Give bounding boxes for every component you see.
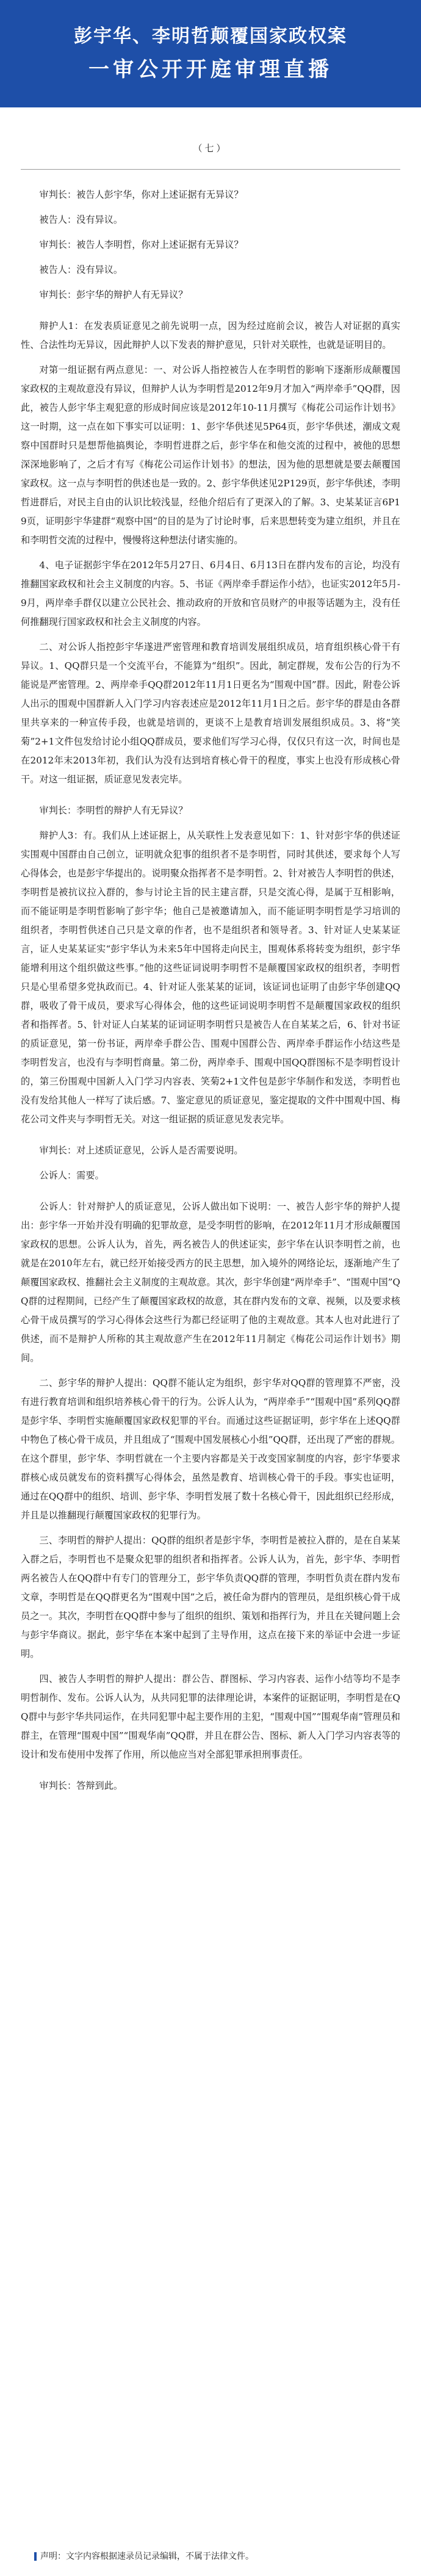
transcript-paragraph: 4、电子证据彭宇华在2012年5月27日、6月4日、6月13日在群内发布的言论，均没有推翻国家政权和社会主义制度的内容。5、书证《两岸牵手群运作小结》，也证实2012年5月-9月，两岸牵手群仅以建立公民社会、推动政府的开放和官员财产的申报等话题为主，没有任何推翻现行国家政权和社会主义制度的内容。: [21, 560, 400, 627]
section-number: （七）: [193, 143, 228, 154]
transcript-paragraph: 对第一组证据有两点意见：一、对公诉人指控被告人在李明哲的影响下逐渐形成颠覆国家政权的主观故意没有异议，但辩护人认为李明哲是2012年9月才加入“两岸牵手”QQ群，因此，被告人彭宇华主观犯意的形成时间应该是2012年10-11月撰写《梅花公司运作计划书》这一时期，这一点在如下事实可以证明：1、彭宇华供述见5P64页，彭宇华供述，潮成文观察中国群时只是想帮他搞舆论，李明哲进群之后，彭宇华在和他交流的过程中，被他的思想深深地影响了，之后才有写《梅花公司运作计划书》的想法，因为他的思想就是要去颠覆国家政权。这一点与李明哲的供述也是一致的。2、彭宇华供述见2P129页，彭宇华供述，李明哲进群后，对民主自由的认识比较浅显，经他介绍后有了更深入的了解。3、史某某证言6P19页，证明彭宇华建群“观察中国”的目的是为了讨论时事，后来思想转变为建立组织，并且在和李明哲交流的过程中，慢慢将这种想法付诸实施的。: [21, 364, 400, 546]
transcript-paragraph: 三、李明哲的辩护人提出：QQ群的组织者是彭宇华，李明哲是被拉入群的，是在自某某入群之后，李明哲也不是聚众犯罪的组织者和指挥者。公诉人认为，首先，彭宇华、李明哲两名被告人在QQ群中有专门的管理分工，彭宇华负责QQ群的管理，李明哲负责在群内发布文章，李明哲是在QQ群更名为“围观中国”之后，被任命为群内的管理员，是组织核心骨干成员之一。其次，李明哲在QQ群中参与了组织的组织、策划和指挥行为，并且在关键问题上会与彭宇华商议。据此，彭宇华在本案中起到了主导作用，这点在接下来的举证中会进一步证明。: [21, 1535, 400, 1659]
header-banner: [0, 0, 421, 107]
transcript-paragraph: 辩护人1：在发表质证意见之前先说明一点，因为经过庭前会议，被告人对证据的真实性、合法性均无异议，因此辩护人以下发表的辩护意见，只针对关联性，也就是证明目的。: [21, 320, 400, 350]
disclaimer: [34, 2550, 387, 2562]
transcript-paragraph: 公诉人：针对辩护人的质证意见，公诉人做出如下说明：一、被告人彭宇华的辩护人提出：彭宇华一开始并没有明确的犯罪故意，是受李明哲的影响，在2012年11月才形成颠覆国家政权的思想。公诉人认为，首先，两名被告人的供述证实，彭宇华在认识李明哲之前，也就是在2010年左右，就已经开始接受西方的民主思想，加入境外的网络论坛，逐渐地产生了颠覆国家政权、推翻社会主义制度的主观故意。其次，彭宇华创建“两岸牵手”、“围观中国”QQ群的过程期间，已经产生了颠覆国家政权的故意，其在群内发布的文章、视频，以及要求核心骨干成员撰写的学习心得体会这些行为都已经证明了他的主观故意。其本人也对此进行了供述，而不是辩护人所称的其主观故意产生在2012年11月制定《梅花公司运作计划书》期间。: [21, 1201, 400, 1363]
transcript-paragraph: 审判长：被告人彭宇华，你对上述证据有无异议？: [39, 189, 243, 200]
transcript-paragraph: 审判长：李明哲的辩护人有无异议？: [39, 805, 188, 816]
transcript-paragraph: 辩护人3：有。我们从上述证据上，从关联性上发表意见如下：1、针对彭宇华的供述证实围观中国群由自己创立，证明就众犯事的组织者不是李明哲，同时其供述，要求每个人写心得体会，也是彭宇华提出的。说明聚众指挥者不是李明哲。2、针对被告人李明哲的供述，李明哲是被抗议拉入群的，参与讨论主旨的民主建言群，只是交流心得，是属于互相影响，而不能证明是李明哲影响了彭宇华；他自己是被邀请加入，而不能证明李明哲是学习培训的组织者，李明哲供述自己只是文章的作者，也不是组织者和领导者。3、针对证人史某某证言，证人史某某证实“彭宇华认为未来5年中国将走向民主，围观体系将转变为组织，彭宇华能增利用这个组织做这些事。”他的这些证词说明李明哲不是颠覆国家政权的组织者，李明哲只是心里希望多党执政而已。4、针对证人张某某的证词，该证词也证明了由彭宇华创建QQ群，吸收了骨干成员，要求写心得体会，他的这些证词说明李明哲不是颠覆国家政权的组织者和指挥者。5、针对证人白某某的证词证明李明哲只是被告人在自某某之后，6、针对书证的质证意见，第一份书证，两岸牵手群公告、围观中国群公告、两岸牵手群运作小结这些是李明哲发言，也没有与李明哲商量。第二份，两岸牵手、围观中国QQ群图标不是李明哲设计的，第三份围观中国新人入门学习内容表、笑菊2+1文件包是彭宇华制作和发送，李明哲也没有发给其他人一样写了读后感。7、鉴定意见的质证意见，鉴定提取的文件中围观中国、梅花公司文件夹与李明哲无关。对这一组证据的质证意见发表完毕。: [21, 830, 400, 1125]
transcript-paragraph: 审判长：被告人李明哲，你对上述证据有无异议？: [39, 239, 243, 250]
transcript-paragraph: 审判长：彭宇华的辩护人有无异议？: [39, 289, 188, 300]
disclaimer-marker: [34, 2552, 37, 2561]
header-title-line1: 彭宇华、李明哲颠覆国家政权案: [74, 26, 347, 47]
transcript-paragraph: 公诉人：需要。: [39, 1170, 104, 1181]
transcript-paragraph: 审判长：对上述质证意见，公诉人是否需要说明。: [39, 1145, 243, 1156]
transcript-paragraph: 二、对公诉人指控彭宇华遂进严密管理和教育培训发展组织成员，培育组织核心骨干有异议。1、QQ群只是一个交流平台，不能算为“组织”。因此，制定群规，发布公告的行为不能说是严密管理。2、两岸牵手QQ群2012年11月1日更名为“围观中国”群。因此，附卷公诉人出示的围观中国群新人入门学习内容表述应是2012年11月1日之后。彭宇华的群是由各群里共享来的一种宣传手段，也就是培训的，更谈不上是教育培训发展组织成员。3、将“笑菊”2+1文件包发给讨论小组QQ群成员，要求他们写学习心得，仅仅只有这一次，时间也是在2012年末2013年初，我们认为没有达到培育核心骨干的程度，事实上也没有形成核心骨干。对这一组证据，质证意见发表完毕。: [21, 641, 400, 785]
divider: [21, 169, 400, 170]
transcript-paragraph: 四、被告人李明哲的辩护人提出：群公告、群图标、学习内容表、运作小结等均不是李明哲制作、发布。公诉人认为，从共同犯罪的法律理论讲，本案件的证据证明，李明哲是在QQ群中与彭宇华共同运作，在共同犯罪中起主要作用的主犯，“围观中国”“围观华南”管理员和群主，在管理“围观中国”“围观华南”QQ群，并且在群公告、图标、新人入门学习内容表等的设计和发布使用中发挥了作用，所以他应当对全部犯罪承担刑事责任。: [21, 1673, 400, 1760]
transcript-paragraph: 被告人：没有异议。: [39, 264, 123, 275]
disclaimer-text: 声明：文字内容根据速录员记录编辑，不属于法律文件。: [40, 2552, 254, 2561]
transcript-body: [0, 186, 421, 1795]
transcript-paragraph: 审判长：答辩到此。: [39, 1780, 123, 1791]
transcript-paragraph: 被告人：没有异议。: [39, 214, 123, 225]
header-title-line2: 一审公开开庭审理直播: [88, 57, 333, 82]
transcript-paragraph: 二、彭宇华的辩护人提出：QQ群不能认定为组织，彭宇华对QQ群的管理算不严密，没有进行教育培训和组织培养核心骨干的行为。公诉人认为，“两岸牵手”“围观中国”系列QQ群是彭宇华、李明哲实施颠覆国家政权犯罪的平台。而通过这些证据证明，彭宇华在上述QQ群中物色了核心骨干成员，并且组成了“围观中国发展核心小组”QQ群，还出现了严密的群规。在这个群里，彭宇华、李明哲就在一个主要内容都是关于改变国家制度的内容，彭宇华要求群核心成员就发布的资料撰写心得体会，虽然是教育、培训核心骨干的手段。事实也证明，通过在QQ群中的组织、培训、彭宇华、李明哲发展了数十名核心骨干，因此组织已经形成，并且是以推翻现行颠覆国家政权的犯罪行为。: [21, 1377, 400, 1521]
